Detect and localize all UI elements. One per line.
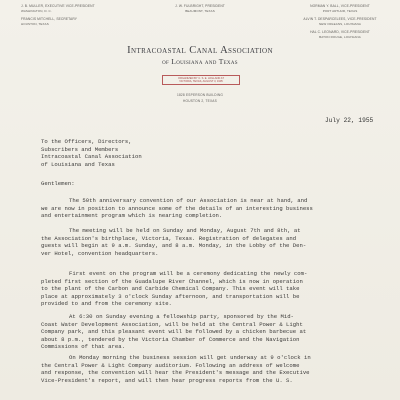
body-paragraph-2 [41, 227, 386, 257]
body-paragraph-1 [41, 197, 386, 220]
president-name: J. W. FULBRIGHT, PRESIDENT [175, 4, 225, 8]
officer-location: BATON ROUGE, LOUISIANA [319, 35, 361, 39]
paragraph-line: provided to and from the ceremony site. [41, 300, 172, 307]
stamp-line: ORGANIZED BY C. S. E. HOLLAND AT [178, 76, 224, 80]
paragraph-line: The meeting will be held on Sunday and Monday, August 7th and 8th, at [69, 227, 301, 234]
paragraph-line: about 8 p.m., tendered by the Victoria Chamber of Commerce and the Navigation [41, 335, 300, 343]
addressee-line: of Louisiana and Texas [41, 160, 115, 168]
paragraph-line: and response, the convention will hear the President's message and the Executive [41, 369, 310, 376]
address-line-1: 1828 ESPERSON BUILDING [176, 93, 224, 97]
address-line-2: HOUSTON 2, TEXAS [183, 99, 217, 103]
paragraph-line: to the plant of the Carbon and Carbide Chemical Company. This event will take [41, 285, 300, 292]
body-paragraph-4 [41, 313, 386, 351]
officer-entry [21, 17, 95, 27]
stamp-line: VICTORIA, TEXAS, AUGUST 3, 1905 [179, 80, 223, 84]
paragraph-line: First event on the program will be a ceremony dedicating the newly com- [69, 270, 308, 277]
president-location: BEAUMONT, TEXAS [185, 9, 215, 13]
officer-entry [21, 4, 95, 14]
paragraph-line: Vice-President's report, and will then hear progress reports from the U. S. [41, 376, 293, 384]
paragraph-line: On Monday morning the business session will get underway at 9 o'clock in [69, 354, 311, 361]
officer-location: WASHINGTON, D. C. [21, 9, 52, 13]
paragraph-line: The 50th anniversary convention of our Association is near at hand, and [69, 197, 308, 204]
officer-entry [290, 4, 390, 14]
paragraph-line: ver Hotel, convention headquarters. [41, 249, 159, 257]
paragraph-line: guests will begin at 9 a.m. Sunday, and 8 a.m. Monday, in the Lobby of the Den- [41, 242, 307, 249]
addressee-line: Subscribers and Members [41, 145, 119, 153]
paragraph-line: Commissions of that area. [41, 343, 125, 350]
officer-name: HAL C. LEONARD, VICE-PRESIDENT [310, 30, 370, 34]
organization-heading [0, 45, 400, 66]
paragraph-line: place at approximately 3 o'clock Sunday afternoon, and transportation will be [41, 292, 300, 300]
addressee-line: To the Officers, Directors, [41, 138, 132, 145]
founding-stamp [162, 75, 240, 85]
officer-entry [290, 30, 390, 40]
paragraph-line: the Central Power & Light Company auditorium. Following an address of welcome [41, 361, 300, 369]
letterhead-officers-right [290, 4, 390, 43]
body-paragraph-5 [41, 354, 386, 384]
paragraph-line: the Association's birthplace, Victoria, Texas. Registration of delegates and [41, 234, 297, 242]
paragraph-line: and entertainment program which is nearing completion. [41, 212, 223, 219]
officer-location: PORT ARTHUR, TEXAS [322, 9, 358, 13]
paragraph-line: we are now in position to announce some of the details of an interesting business [41, 204, 313, 212]
letterhead-officers-left [21, 4, 95, 30]
paragraph-line: pleted first section of the Guadalupe River Channel, which is now in operation [41, 277, 303, 285]
officer-location: HOUSTON, TEXAS [21, 22, 49, 26]
officer-name: FRANCIS MITCHELL, SECRETARY [21, 17, 78, 21]
officer-name: J. B. MULLER, EXECUTIVE VICE-PRESIDENT [21, 4, 95, 8]
officer-name: NORMAN Y. BALL, VICE-PRESIDENT [310, 4, 370, 8]
addressee-block [41, 138, 386, 168]
letter-date: July 22, 1955 [325, 117, 374, 124]
addressee-line: Intracoastal Canal Association [41, 153, 142, 160]
body-paragraph-3 [41, 270, 386, 308]
organization-name: Intracoastal Canal Association [127, 45, 273, 56]
paragraph-line: Coast Water Development Association, will be held at the Central Power & Light [41, 320, 303, 328]
salutation: Gentlemen: [41, 180, 75, 187]
letterhead-president [162, 4, 238, 14]
officer-name: ALVIN T. DESPARCELEES, VICE-PRESIDENT [303, 17, 377, 21]
officer-entry [290, 17, 390, 27]
officer-location: NEW ORLEANS, LOUISIANA [318, 22, 362, 26]
organization-state-line: of Louisiana and Texas [162, 57, 238, 66]
paragraph-line: Company park, and this pleasant event will be followed by a chicken barbecue at [41, 328, 307, 335]
paragraph-line: At 6:30 on Sunday evening a fellowship party, sponsored by the Mid- [69, 313, 294, 320]
